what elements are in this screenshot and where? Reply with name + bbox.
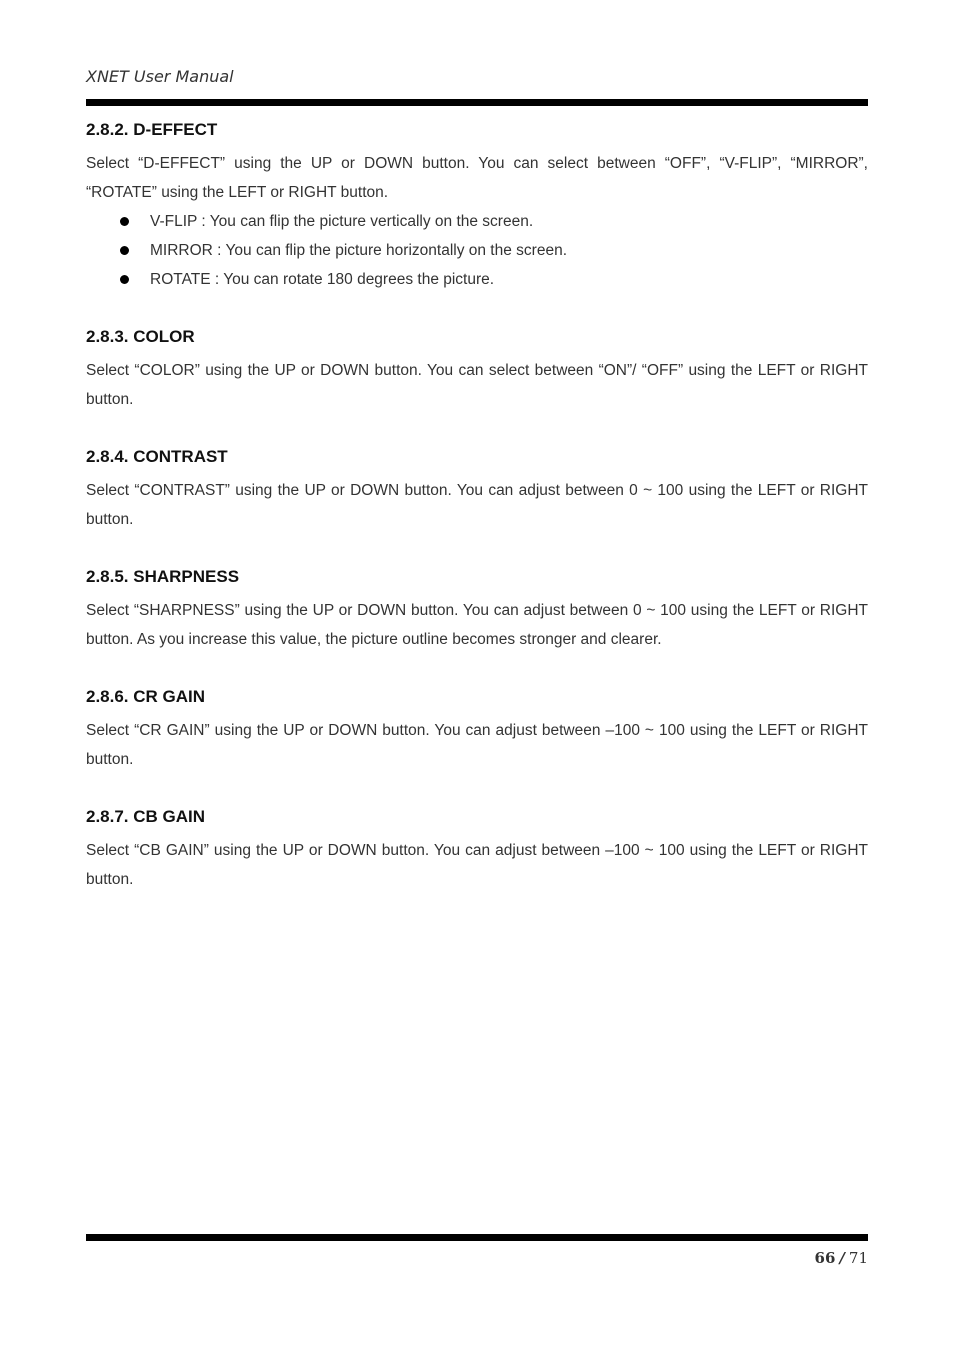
section-paragraph: Select “D-EFFECT” using the UP or DOWN button. You can select between “OFF”, “V-FLIP”, “MIRROR”, “ROTATE” using the LEFT or RIGHT button. [86,155,868,201]
section-heading: 2.8.6. CR GAIN [86,687,206,706]
header-divider [86,99,868,106]
current-page: 66 [814,1249,836,1267]
bullet-icon [120,275,129,284]
section-paragraph: Select “CONTRAST” using the UP or DOWN button. You can adjust between 0 ~ 100 using the LEFT or RIGHT button. [86,482,868,528]
list-item [86,265,868,294]
section-heading: 2.8.4. CONTRAST [86,447,228,466]
page-number [815,1249,868,1267]
footer-divider [86,1234,868,1241]
section-heading: 2.8.2. D-EFFECT [86,120,218,139]
section-cr-gain [86,682,868,774]
section-contrast [86,442,868,534]
bullet-list [86,207,868,294]
bullet-icon [120,217,129,226]
section-color [86,322,868,414]
section-paragraph: Select “CR GAIN” using the UP or DOWN button. You can adjust between –100 ~ 100 using the LEFT or RIGHT button. [86,722,868,768]
section-paragraph: Select “CB GAIN” using the UP or DOWN button. You can adjust between –100 ~ 100 using the LEFT or RIGHT button. [86,842,868,888]
bullet-icon [120,246,129,255]
section-heading: 2.8.3. COLOR [86,327,195,346]
document-header-title: XNET User Manual [86,67,234,86]
total-pages: 71 [848,1249,868,1267]
section-sharpness [86,562,868,654]
section-heading: 2.8.5. SHARPNESS [86,567,240,586]
list-item-text: MIRROR : You can flip the picture horizontally on the screen. [150,242,567,259]
section-cb-gain [86,802,868,894]
section-paragraph: Select “SHARPNESS” using the UP or DOWN button. You can adjust between 0 ~ 100 using the LEFT or RIGHT button. As you increase this value, the picture outline becomes stronger and clearer. [86,602,868,648]
section-heading: 2.8.7. CB GAIN [86,807,206,826]
document-body [86,115,868,922]
list-item [86,236,868,265]
section-d-effect [86,115,868,294]
list-item [86,207,868,236]
list-item-text: ROTATE : You can rotate 180 degrees the picture. [150,271,495,288]
page-separator: / [839,1249,845,1267]
section-paragraph: Select “COLOR” using the UP or DOWN button. You can select between “ON”/ “OFF” using the LEFT or RIGHT button. [86,362,868,408]
list-item-text: V-FLIP : You can flip the picture vertically on the screen. [150,213,534,230]
